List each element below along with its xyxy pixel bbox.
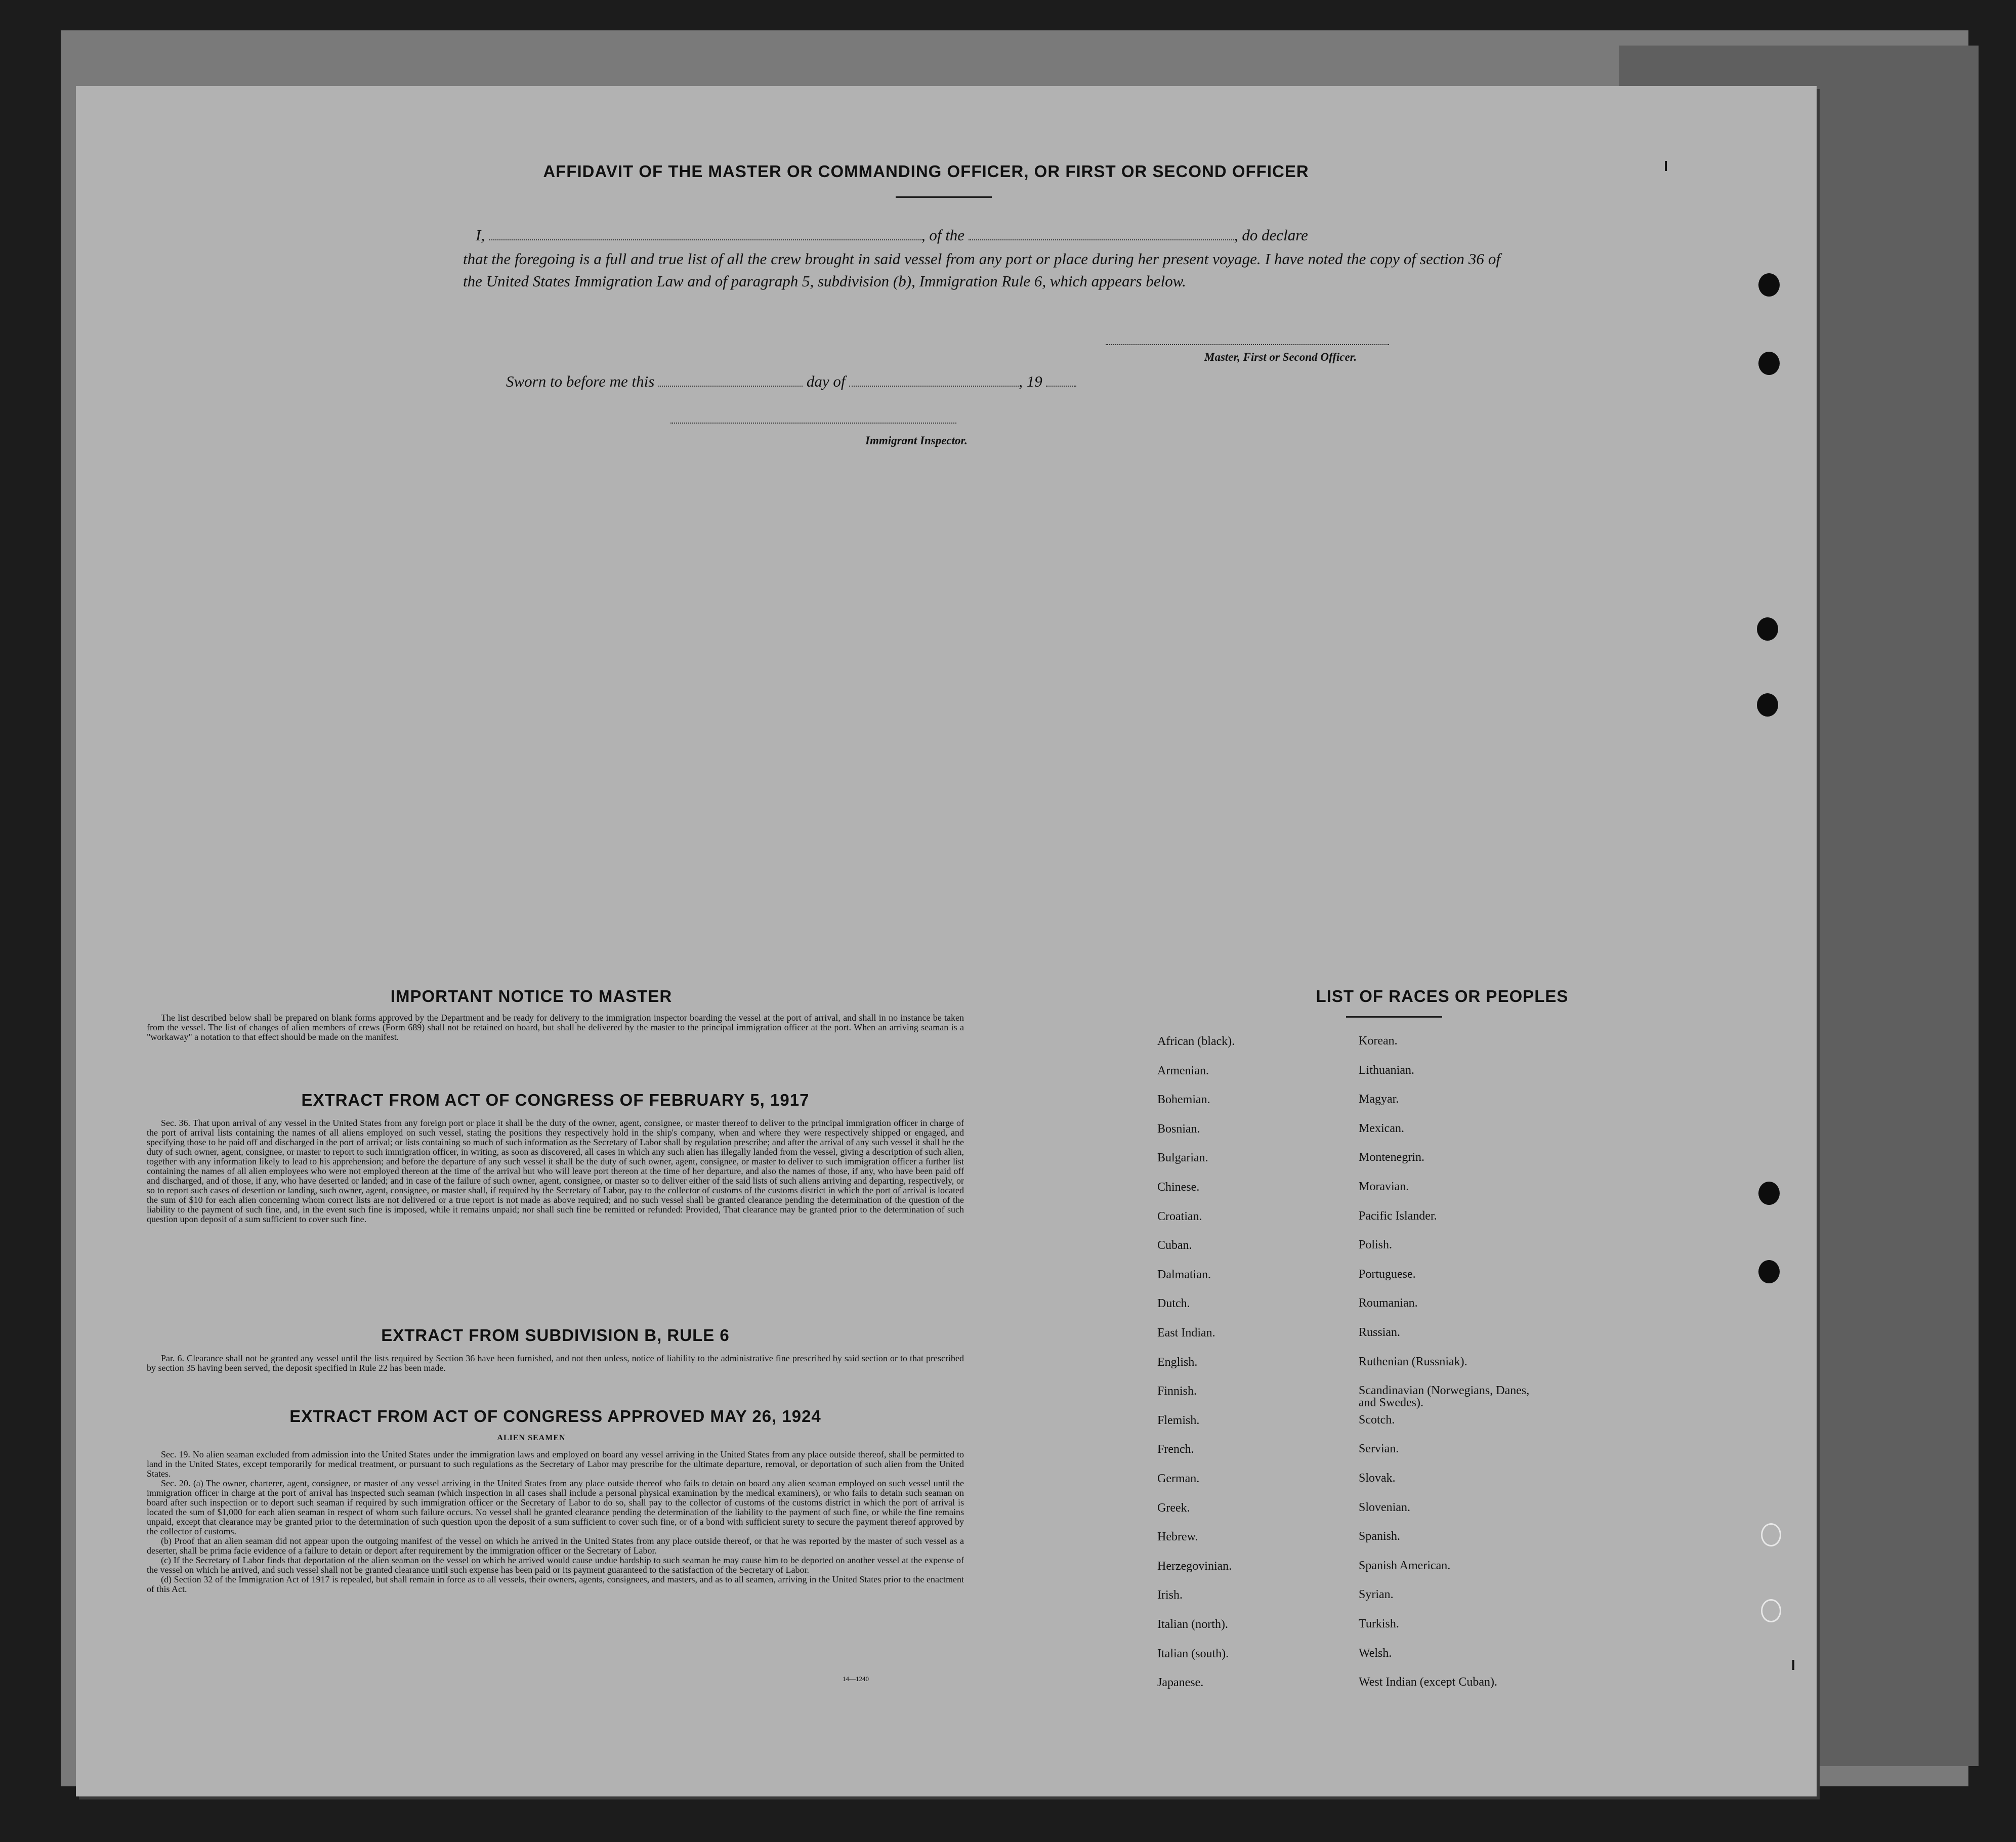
- extract-rule6-title: EXTRACT FROM SUBDIVISION B, RULE 6: [381, 1326, 730, 1345]
- race-item: Portuguese.: [1359, 1267, 1416, 1281]
- notice-text: [147, 1013, 964, 1042]
- edge-mark: [1665, 161, 1667, 171]
- edge-mark: [1792, 1660, 1794, 1670]
- race-item: Bulgarian.: [1157, 1151, 1208, 1165]
- race-item: Roumanian.: [1359, 1296, 1418, 1310]
- sworn-month-field[interactable]: [849, 386, 1019, 387]
- race-item: Spanish American.: [1359, 1559, 1451, 1572]
- race-item: French.: [1157, 1443, 1194, 1456]
- race-item: Italian (south).: [1157, 1647, 1229, 1660]
- race-item: Dutch.: [1157, 1297, 1190, 1311]
- affidavit-do-declare: , do declare: [1234, 226, 1308, 244]
- inspector-signature-line[interactable]: [670, 423, 956, 424]
- sworn-year: , 19: [1019, 372, 1042, 390]
- extract-1924-title: EXTRACT FROM ACT OF CONGRESS APPROVED MAY 26, 1924: [289, 1407, 821, 1426]
- race-item: Finnish.: [1157, 1385, 1197, 1398]
- punch-hole: [1758, 273, 1780, 297]
- race-item: Slovak.: [1359, 1472, 1396, 1485]
- race-item: Cuban.: [1157, 1239, 1192, 1252]
- race-item: Ruthenian (Russniak).: [1359, 1355, 1467, 1368]
- race-item: West Indian (except Cuban).: [1359, 1676, 1497, 1689]
- alien-seamen-subtitle: ALIEN SEAMEN: [497, 1434, 566, 1442]
- punch-hole-outline: [1761, 1523, 1781, 1546]
- races-title-rule: [1346, 1016, 1442, 1018]
- race-item: Mexican.: [1359, 1121, 1404, 1135]
- race-item: Russian.: [1359, 1326, 1401, 1339]
- race-item: Irish.: [1157, 1588, 1183, 1602]
- affidavit-of-the: , of the: [921, 226, 965, 244]
- race-item: Montenegrin.: [1359, 1151, 1424, 1164]
- extract-1924-paragraph: (c) If the Secretary of Labor finds that deportation of the alien seaman on the vessel on which he arrived would cause undue hardship to such seaman he may cause him to be deported on another vessel at the expense of the vessel on which he arrived, and such vessel shall not be granted clearance until such expense has been paid or its payment guaranteed to the satisfaction of the Secretary of Labor.: [147, 1555, 964, 1575]
- extract-1924-paragraph: (b) Proof that an alien seaman did not appear upon the outgoing manifest of the vessel on which he arrived in the United States from any place outside thereof, or that he was reported by the master of such vessel as a deserter, shall be prima facie evidence of a failure to detain or deport after requirement by the immigration officer or the Secretary of Labor.: [147, 1536, 964, 1556]
- affidavit-title-rule: [896, 196, 992, 198]
- race-item: African (black).: [1157, 1035, 1235, 1048]
- race-item: German.: [1157, 1472, 1200, 1485]
- master-signature-line[interactable]: [1106, 344, 1389, 345]
- extract-1917-paragraph: Sec. 36. That upon arrival of any vessel in the United States from any foreign port or place it shall be the duty of the owner, agent, consignee, or master thereof to deliver to the principal immigration officer in charge of the port of arrival lists containing the names of all aliens employed on such vessel, stating the positions they respectively hold in the ship's company, when and where they were respectively shipped or engaged, and specifying those to be paid off and discharged in the port of arrival; or lists containing so much of such information as the Secretary of Labor shall by regulation prescribe; and after the arrival of any such vessel it shall be the duty of such owner, agent, consignee, or master to report to such immigration officer, in writing, as soon as discovered, all cases in which any such alien has illegally landed from the vessel, giving a description of such alien, together with any information likely to lead to his apprehension; and before the departure of any such vessel it shall be the duty of such owner, agent, consignee, or master to deliver to such immigration officer a further list containing the names of all alien employees who were not employed thereon at the time of the arrival but who will leave port thereon at the time of her departure, and also the names of those, if any, who have been paid off and discharged, and of those, if any, who have deserted or landed; and in case of the failure of such owner, agent, consignee, or master so to deliver either of the said lists of such aliens arriving and departing, respectively, or so to report such cases of desertion or landing, such owner, agent, consignee, or master shall, if required by the Secretary of Labor, pay to the collector of customs of the customs district in which the port of arrival is located the sum of $10 for each alien concerning whom correct lists are not delivered or a true report is not made as above required; and no such vessel shall be granted clearance pending the determination of the question of the liability to the payment of such fine, and, in the event such fine is imposed, while it remains unpaid; nor shall such fine be remitted or refunded: Provided, That clearance may be granted prior to the determination of such question upon deposit of a sum sufficient to cover such fine.: [147, 1118, 964, 1224]
- race-item: Herzegovinian.: [1157, 1559, 1232, 1573]
- race-item: Pacific Islander.: [1359, 1209, 1437, 1223]
- punch-hole: [1757, 617, 1778, 641]
- extract-1917-text: [147, 1118, 964, 1224]
- extract-1924-text: [147, 1450, 964, 1594]
- race-item: Korean.: [1359, 1034, 1398, 1048]
- master-signature-label: Master, First or Second Officer.: [1204, 351, 1357, 363]
- affidavit-declaration-line: [476, 226, 1308, 244]
- affidavit-i: I,: [476, 226, 485, 244]
- race-item: Polish.: [1359, 1238, 1393, 1252]
- sworn-day-of: day of: [806, 372, 846, 390]
- affidavit-paragraph: that the foregoing is a full and true list of all the crew brought in said vessel from any port or place during her present voyage. I have noted the copy of section 36 of the United States Immigration Law and of paragraph 5, subdivision (b), Immigration Rule 6, which appears below.: [463, 250, 1500, 290]
- punch-hole: [1757, 693, 1778, 717]
- race-item: Magyar.: [1359, 1093, 1399, 1106]
- race-item: Scandinavian (Norwegians, Danes, and Swedes).: [1359, 1384, 1530, 1410]
- race-item: Servian.: [1359, 1442, 1399, 1456]
- inspector-label: Immigrant Inspector.: [865, 434, 968, 447]
- notice-paragraph: The list described below shall be prepared on blank forms approved by the Department and be ready for delivery to the immigration inspector boarding the vessel at the port of arrival, and shall in no instance be taken from the vessel. The list of changes of alien members of crews (Form 689) shall not be retained on board, but shall be delivered by the master to the principal immigration officer at the port. When an arriving seaman is a "workaway" a notation to that effect should be made on the manifest.: [147, 1013, 964, 1042]
- extract-rule6-text: [147, 1354, 964, 1373]
- race-item: Slovenian.: [1359, 1500, 1410, 1514]
- punch-hole: [1758, 1182, 1780, 1205]
- race-item: Dalmatian.: [1157, 1268, 1211, 1281]
- punch-hole: [1758, 352, 1780, 375]
- punch-hole: [1758, 1260, 1780, 1283]
- race-item: Spanish.: [1359, 1530, 1401, 1543]
- race-item: Scotch.: [1359, 1413, 1395, 1427]
- extract-1917-title: EXTRACT FROM ACT OF CONGRESS OF FEBRUARY 5, 1917: [301, 1091, 810, 1109]
- form-number: 14—1240: [843, 1675, 869, 1683]
- extract-1924-paragraph: Sec. 19. No alien seaman excluded from admission into the United States under the immigration laws and employed on board any vessel arriving in the United States from any place outside thereof, shall be permitted to land in the United States, except temporarily for medical treatment, or pursuant to such regulations as the Secretary of Labor may prescribe for the ultimate departure, removal, or deportation of such alien from the United States.: [147, 1449, 964, 1479]
- race-item: Armenian.: [1157, 1064, 1209, 1077]
- extract-1924-paragraph: (d) Section 32 of the Immigration Act of 1917 is repealed, but shall remain in force as to all vessels, their owners, agents, consignees, and masters, and as to all seamen, arriving in the United States prior to the enactment of this Act.: [147, 1574, 964, 1594]
- extract-1924-paragraph: Sec. 20. (a) The owner, charterer, agent, consignee, or master of any vessel arriving in the United States from any place outside thereof who fails to detain on board any alien seaman employed on such vessel until the immigration officer in charge at the port of arrival has inspected such seaman (which inspection in all cases shall include a personal physical examination by the medical examiners), or who fails to detain such seaman on board after such inspection or to deport such seaman if required by such immigration officer or the Secretary of Labor to do so, shall pay to the collector of customs of the customs district in which the port of arrival is located the sum of $1,000 for each alien seaman in respect of whom such failure occurs. No vessel shall be granted clearance pending the determination of the liability to the payment of such fine, or while the fine remains unpaid, except that clearance may be granted prior to the determination of such question upon the deposit of a sum sufficient to cover such fine, or of a bond with sufficient surety to secure the payment thereof approved by the collector of customs.: [147, 1478, 964, 1536]
- race-item: East Indian.: [1157, 1326, 1215, 1339]
- sworn-day-field[interactable]: [658, 386, 803, 387]
- races-title: LIST OF RACES OR PEOPLES: [1316, 987, 1569, 1006]
- master-name-field[interactable]: [489, 239, 921, 240]
- affidavit-title: AFFIDAVIT OF THE MASTER OR COMMANDING OFFICER, OR FIRST OR SECOND OFFICER: [543, 162, 1309, 181]
- race-item: Croatian.: [1157, 1209, 1202, 1223]
- race-item: Chinese.: [1157, 1181, 1200, 1194]
- race-item: Greek.: [1157, 1501, 1190, 1515]
- punch-hole-outline: [1761, 1599, 1781, 1622]
- race-item: Lithuanian.: [1359, 1063, 1414, 1077]
- race-item: Japanese.: [1157, 1676, 1204, 1690]
- race-item: Moravian.: [1359, 1180, 1409, 1193]
- race-item: Bohemian.: [1157, 1093, 1210, 1107]
- race-item: Bosnian.: [1157, 1122, 1200, 1136]
- sworn-year-field[interactable]: [1046, 386, 1076, 387]
- race-item: Hebrew.: [1157, 1530, 1198, 1544]
- race-item: Italian (north).: [1157, 1618, 1228, 1631]
- race-item: Syrian.: [1359, 1588, 1394, 1602]
- race-item: Flemish.: [1157, 1413, 1200, 1427]
- notice-title: IMPORTANT NOTICE TO MASTER: [390, 987, 673, 1006]
- extract-rule6-paragraph: Par. 6. Clearance shall not be granted any vessel until the lists required by Section 36 have been furnished, and not then unless, notice of liability to the administrative fine prescribed by said section or to that prescribed by section 35 having been served, the deposit specified in Rule 22 has been made.: [147, 1353, 964, 1373]
- race-item: Welsh.: [1359, 1646, 1392, 1660]
- vessel-name-field[interactable]: [969, 239, 1234, 240]
- race-item: Turkish.: [1359, 1617, 1399, 1630]
- sworn-line: [506, 372, 1076, 391]
- sworn-prefix: Sworn to before me this: [506, 372, 655, 390]
- race-item: English.: [1157, 1355, 1198, 1369]
- form-page: [76, 86, 1817, 1796]
